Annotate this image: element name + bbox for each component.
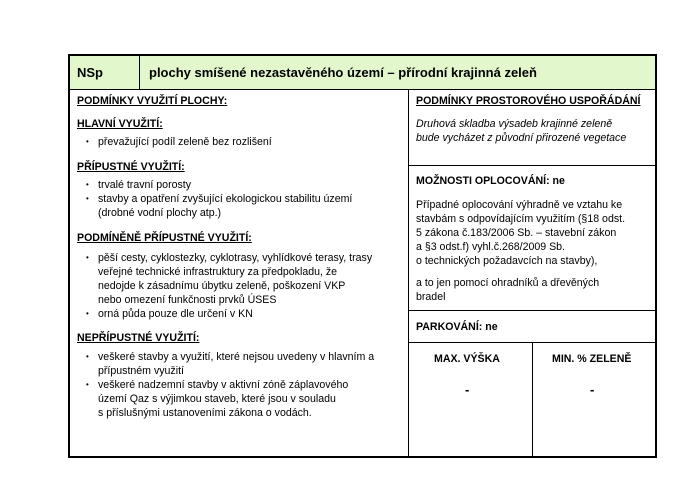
regulation-table [68, 54, 657, 458]
min-green-value: - [590, 382, 595, 397]
bullet-icon: • [86, 137, 89, 146]
row-divider [409, 165, 655, 166]
code-cell [70, 56, 140, 89]
bullet-icon: • [86, 352, 89, 361]
fencing-line: 5 zákona č.183/2006 Sb. – stavební zákon [416, 227, 617, 239]
conditional-use-line: pěší cesty, cyklostezky, cyklotrasy, vyhlídkové terasy, trasy [98, 252, 373, 264]
area-title: plochy smíšené nezastavěného území – přírodní krajinná zeleň [149, 65, 537, 80]
permitted-use-item-continued: (drobné vodní plochy atp.) [98, 207, 222, 219]
conditional-use-title: PODMÍNĚNĚ PŘÍPUSTNÉ VYUŽITÍ: [77, 232, 252, 244]
fencing-line: stavbám s odpovídajícím využitím (§18 odst. [416, 213, 626, 225]
fencing-title: MOŽNOSTI OPLOCOVÁNÍ: ne [416, 175, 565, 187]
bullet-icon: • [86, 380, 89, 389]
fencing-line: bradel [416, 291, 446, 303]
prohibited-use-line: s příslušnými ustanoveními zákona o vodách. [98, 407, 312, 419]
header-row [70, 56, 655, 90]
fencing-line: a to jen pomocí ohradníků a dřevěných [416, 277, 600, 289]
main-use-title: HLAVNÍ VYUŽITÍ: [77, 118, 163, 130]
permitted-use-title: PŘÍPUSTNÉ VYUŽITÍ: [77, 161, 185, 173]
spatial-conditions-line: Druhová skladba výsadeb krajinné zeleně [416, 118, 613, 130]
conditional-use-line: nebo omezení funkčnosti prvků ÚSES [98, 294, 277, 306]
prohibited-use-line: přípustném využití [98, 365, 184, 377]
conditional-use-line: veřejné technické infrastruktury za předpokladu, že [98, 266, 338, 278]
conditional-use-line: orná půda pouze dle určení v KN [98, 308, 253, 320]
area-code: NSp [77, 65, 103, 80]
max-height-value: - [465, 382, 470, 397]
column-divider [532, 342, 533, 456]
spatial-conditions-title: PODMÍNKY PROSTOROVÉHO USPOŘÁDÁNÍ [416, 95, 641, 107]
bullet-icon: • [86, 253, 89, 262]
fencing-line: o technických požadavcích na stavby), [416, 255, 598, 267]
bullet-icon: • [86, 180, 89, 189]
fencing-line: a §3 odst.f) vyhl.č.268/2009 Sb. [416, 241, 565, 253]
usage-conditions-column [70, 90, 409, 456]
usage-conditions-heading: PODMÍNKY VYUŽITÍ PLOCHY: [77, 95, 228, 107]
permitted-use-item: stavby a opatření zvyšující ekologickou stabilitu území [98, 193, 353, 205]
prohibited-use-line: území Qaz s výjimkou staveb, které jsou v souladu [98, 393, 336, 405]
row-divider [409, 310, 655, 311]
prohibited-use-line: veškeré nadzemní stavby v aktivní zóně záplavového [98, 379, 349, 391]
prohibited-use-line: veškeré stavby a využití, které nejsou uvedeny v hlavním a [98, 351, 375, 363]
min-green-label: MIN. % ZELENĚ [552, 353, 632, 365]
main-use-item: převažující podíl zeleně bez rozlišení [98, 136, 272, 148]
bullet-icon: • [86, 309, 89, 318]
permitted-use-item: trvalé travní porosty [98, 179, 192, 191]
spatial-conditions-line: bude vycházet z původní přirozené vegetace [416, 132, 627, 144]
bullet-icon: • [86, 194, 89, 203]
spatial-conditions-column [409, 90, 655, 456]
prohibited-use-title: NEPŘÍPUSTNÉ VYUŽITÍ: [77, 332, 200, 344]
parking-label: PARKOVÁNÍ: ne [416, 321, 498, 333]
max-height-label: MAX. VÝŠKA [434, 353, 500, 365]
fencing-line: Případné oplocování výhradně ve vztahu ke [416, 199, 623, 211]
conditional-use-line: nedojde k zásadnímu úbytku zeleně, poškození VKP [98, 280, 346, 292]
